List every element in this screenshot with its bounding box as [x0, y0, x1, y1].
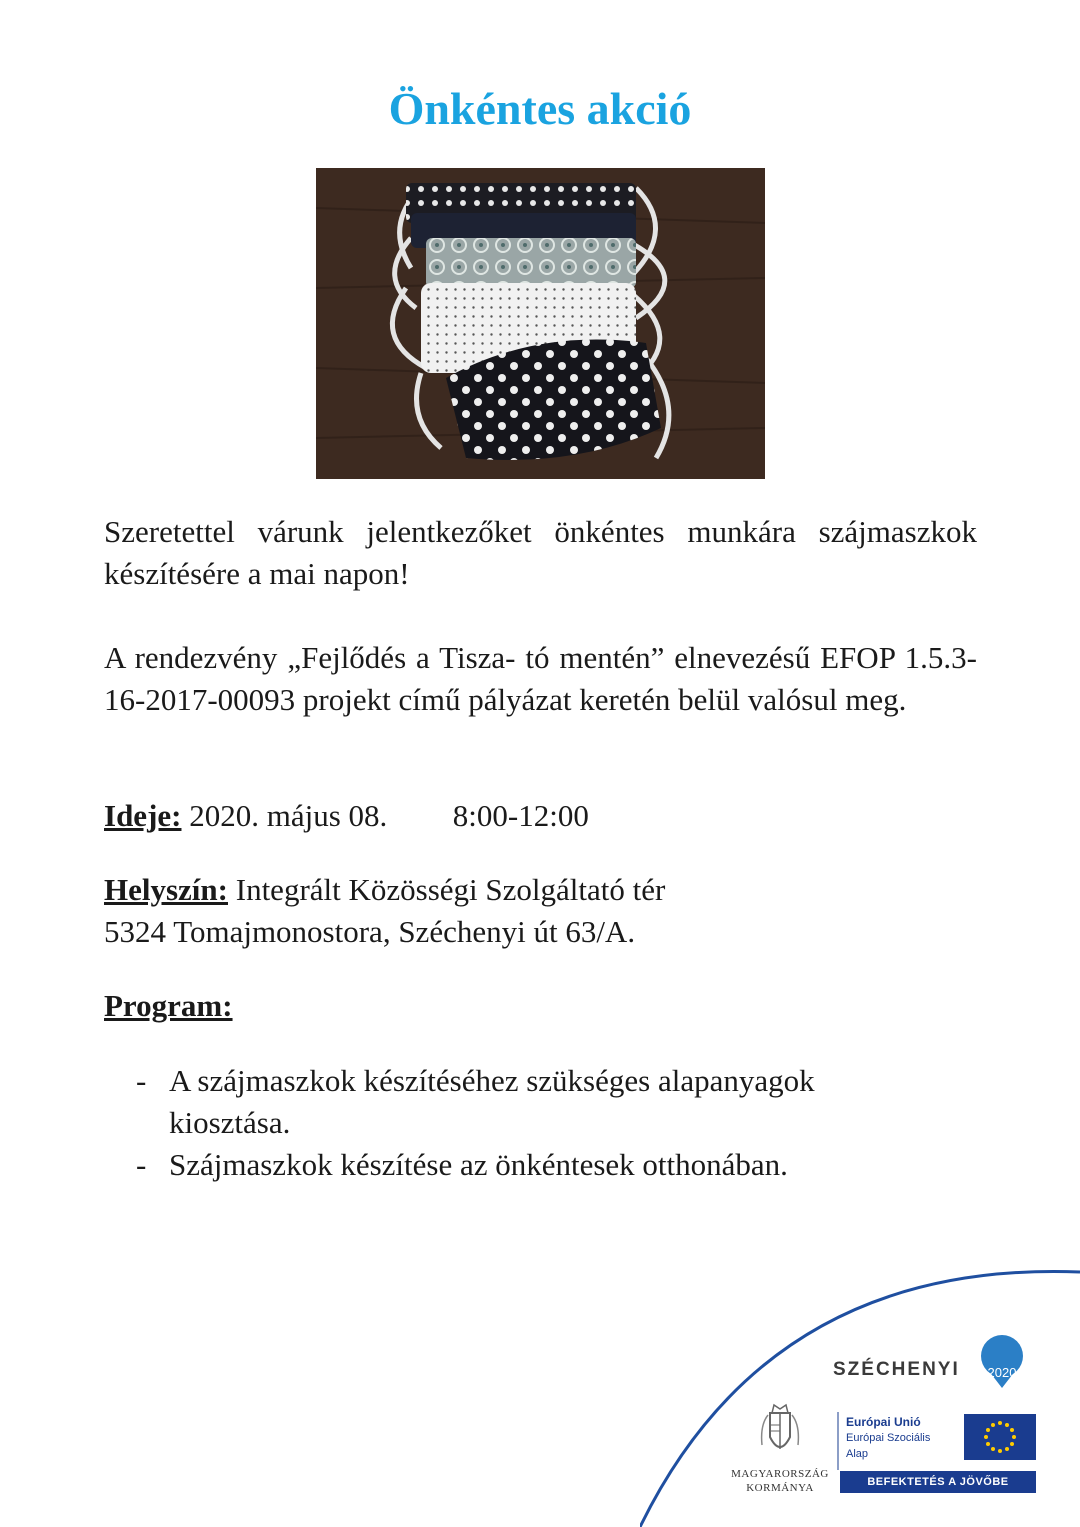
project-paragraph: A rendezvény „Fejlődés a Tisza- tó mentén” elnevezésű EFOP 1.5.3-16-2017-00093 projekt című pályázat keretén belül valósul meg. — [104, 640, 977, 717]
eu-fund-line2: Alap — [846, 1448, 869, 1460]
event-date: 2020. május 08. — [189, 798, 388, 833]
event-hours: 8:00-12:00 — [452, 798, 589, 833]
time-label: Ideje: — [104, 798, 182, 833]
list-item: - Szájmaszkok készítése az önkéntesek otthonában. — [136, 1144, 956, 1186]
location-block — [104, 869, 977, 953]
location-label: Helyszín: — [104, 872, 228, 907]
program-label: Program: — [104, 988, 233, 1023]
coat-of-arms-icon — [762, 1405, 799, 1449]
intro-paragraph: Szeretettel várunk jelentkezőket önkéntes munkára szájmaszkok készítésére a mai napon! — [104, 514, 977, 591]
investment-banner: BEFEKTETÉS A JÖVŐBE — [840, 1471, 1036, 1493]
eu-text-block — [846, 1414, 930, 1462]
szechenyi-logo-text: SZÉCHENYI — [833, 1359, 960, 1380]
government-text — [728, 1467, 832, 1495]
location-address: 5324 Tomajmonostora, Széchenyi út 63/A. — [104, 914, 636, 949]
time-row — [104, 795, 977, 837]
list-item-text: A szájmaszkok készítéséhez szükséges alapanyagok — [169, 1063, 815, 1098]
list-item-text-cont: kiosztása. — [169, 1105, 291, 1140]
szechenyi-year: 2020 — [987, 1365, 1017, 1380]
face-masks-photo — [316, 168, 765, 479]
eu-flag-icon — [964, 1414, 1036, 1460]
government-line1: MAGYARORSZÁG — [731, 1468, 829, 1480]
government-line2: KORMÁNYA — [746, 1482, 814, 1494]
page-title: Önkéntes akció — [388, 83, 692, 134]
eu-fund-line1: Európai Szociális — [846, 1432, 931, 1444]
program-heading — [104, 985, 977, 1027]
eu-title: Európai Unió — [846, 1415, 921, 1429]
list-item-text: Szájmaszkok készítése az önkéntesek otthonában. — [169, 1147, 788, 1182]
program-list — [136, 1060, 956, 1186]
list-item: - A szájmaszkok készítéséhez szükséges alapanyagok kiosztása. — [136, 1060, 956, 1144]
location-name: Integrált Közösségi Szolgáltató tér — [235, 872, 666, 907]
